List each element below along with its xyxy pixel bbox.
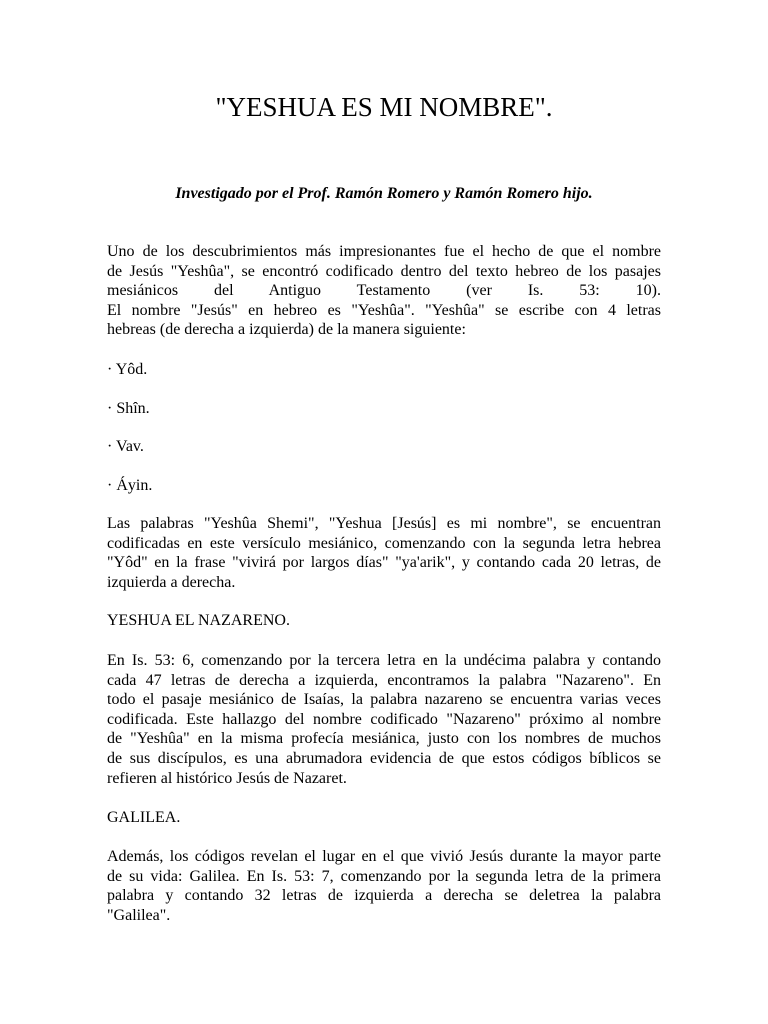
text-line: de "Yeshûa" en la misma profecía mesiánica, justo con los nombres de muchos [107, 730, 661, 748]
text-line: El nombre "Jesús" en hebreo es "Yeshûa". "Yeshûa" se escribe con 4 letras [107, 301, 661, 319]
text-line: Uno de los descubrimientos más impresionantes fue el hecho de que el nombre [107, 243, 661, 260]
heading-galilea: GALILEA. [107, 809, 181, 826]
text-line: En Is. 53: 6, comenzando por la tercera letra en la undécima palabra y contando [107, 652, 661, 669]
text-line: hebreas (de derecha a izquierda) de la manera siguiente: [107, 321, 466, 339]
text-line: todo el pasaje mesiánico de Isaías, la palabra nazareno se encuentra varias veces [107, 691, 661, 709]
shemi-paragraph [107, 514, 661, 592]
text-line: mesiánicos del Antiguo Testamento (ver Is. 53: 10). [107, 282, 661, 300]
text-line: codificadas en este versículo mesiánico, comenzando con la segunda letra hebrea [107, 534, 661, 552]
text-line: palabra y contando 32 letras de izquierda a derecha se deletrea la palabra [107, 887, 661, 905]
heading-nazareno: YESHUA EL NAZARENO. [107, 612, 290, 629]
text-line: "Yôd" en la frase "vivirá por largos días" "ya'arik", y contando cada 20 letras, de [107, 554, 661, 572]
letter-item-yod: · Yôd. [107, 361, 148, 378]
text-line: codificada. Este hallazgo del nombre codificado "Nazareno" próximo al nombre [107, 710, 661, 728]
byline: Investigado por el Prof. Ramón Romero y Ramón Romero hijo. [175, 185, 593, 202]
text-line: de su vida: Galilea. En Is. 53: 7, comenzando por la segunda letra de la primera [107, 867, 661, 885]
text-line: Las palabras "Yeshûa Shemi", "Yeshua [Jesús] es mi nombre", se encuentran [107, 515, 661, 532]
text-line: refieren al histórico Jesús de Nazaret. [107, 769, 347, 787]
text-line: Además, los códigos revelan el lugar en el que vivió Jesús durante la mayor parte [107, 848, 661, 865]
page-title: "YESHUA ES MI NOMBRE". [215, 92, 553, 122]
text-line: de Jesús "Yeshûa", se encontró codificado dentro del texto hebreo de los pasajes [107, 262, 661, 280]
text-line: de sus discípulos, es una abrumadora evidencia de que estos códigos bíblicos se [107, 749, 661, 767]
letter-item-shin: · Shîn. [107, 400, 150, 417]
galilea-paragraph [107, 847, 661, 925]
text-line: "Galilea". [107, 906, 171, 924]
text-line: izquierda a derecha. [107, 573, 236, 591]
letter-item-ayin: · Áyin. [107, 477, 153, 494]
intro-paragraph [107, 242, 661, 340]
text-line: cada 47 letras de derecha a izquierda, encontramos la palabra "Nazareno". En [107, 671, 661, 689]
nazareno-paragraph [107, 651, 661, 788]
letter-item-vav: · Vav. [107, 438, 144, 455]
